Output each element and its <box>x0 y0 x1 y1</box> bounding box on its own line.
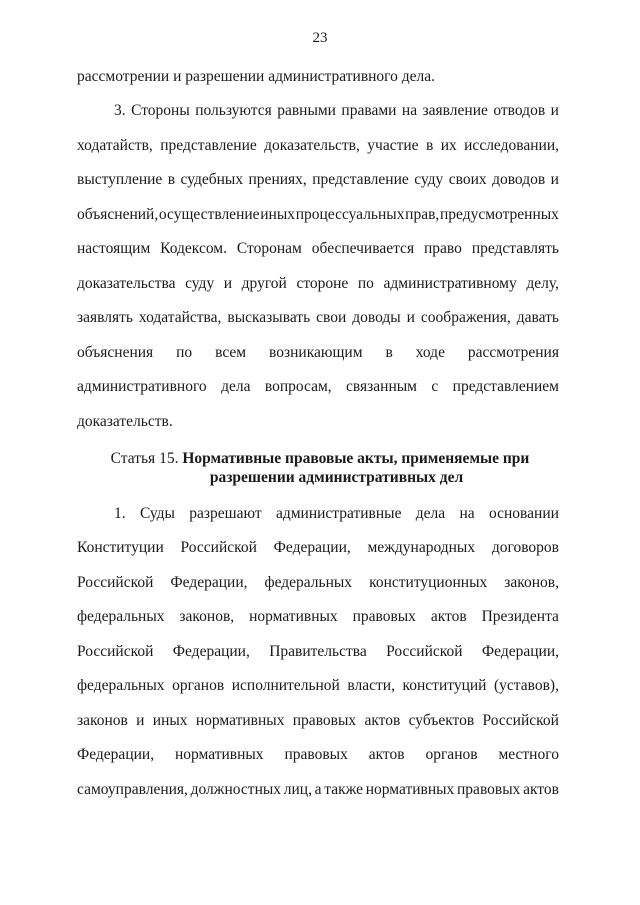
article-heading <box>77 449 563 469</box>
text-line: 3. Стороны пользуются равными правами на заявление отводов и <box>114 102 559 119</box>
text-line: Конституции Российской Федерации, международных договоров <box>77 539 559 556</box>
text-line: федеральных законов, нормативных правовых актов Президента <box>77 608 559 625</box>
article-title-line2: разрешении административных дел <box>209 469 464 486</box>
text-line: 1. Суды разрешают административные дела на основании <box>114 505 559 522</box>
article-label: Статья 15. <box>110 450 179 467</box>
article-title-line1: Нормативные правовые акты, применяемые при <box>182 450 530 467</box>
text-line: доказательства суду и другой стороне по административному делу, <box>77 275 559 292</box>
text-line: объяснения по всем возникающим в ходе рассмотрения <box>77 344 559 361</box>
text-line: заявлять ходатайства, высказывать свои доводы и соображения, давать <box>77 309 559 326</box>
paragraph-tail: рассмотрении и разрешении административного дела. <box>77 68 436 85</box>
text-line: административного дела вопросам, связанным с представлением <box>77 378 559 395</box>
text-line: доказательств. <box>77 413 173 430</box>
text-line: настоящим Кодексом. Сторонам обеспечивается право представлять <box>77 240 559 257</box>
text-line: федеральных органов исполнительной власти, конституций (уставов), <box>77 677 559 694</box>
text-line: ходатайств, представление доказательств, участие в их исследовании, <box>77 137 559 154</box>
text-line: Российской Федерации, Правительства Российской Федерации, <box>77 643 559 660</box>
page-number: 23 <box>312 30 328 46</box>
text-line: Федерации, нормативных правовых актов органов местного <box>77 746 559 763</box>
article-heading-cont <box>110 468 563 488</box>
text-line: Российской Федерации, федеральных конституционных законов, <box>77 574 559 591</box>
text-line: объяснений, осуществление иных процессуальных прав, предусмотренных <box>77 206 559 223</box>
text-line: самоуправления, должностных лиц, а также нормативных правовых актов <box>77 781 559 798</box>
text-line: законов и иных нормативных правовых актов субъектов Российской <box>77 712 559 729</box>
text-line: выступление в судебных прениях, представление суду своих доводов и <box>77 171 559 188</box>
